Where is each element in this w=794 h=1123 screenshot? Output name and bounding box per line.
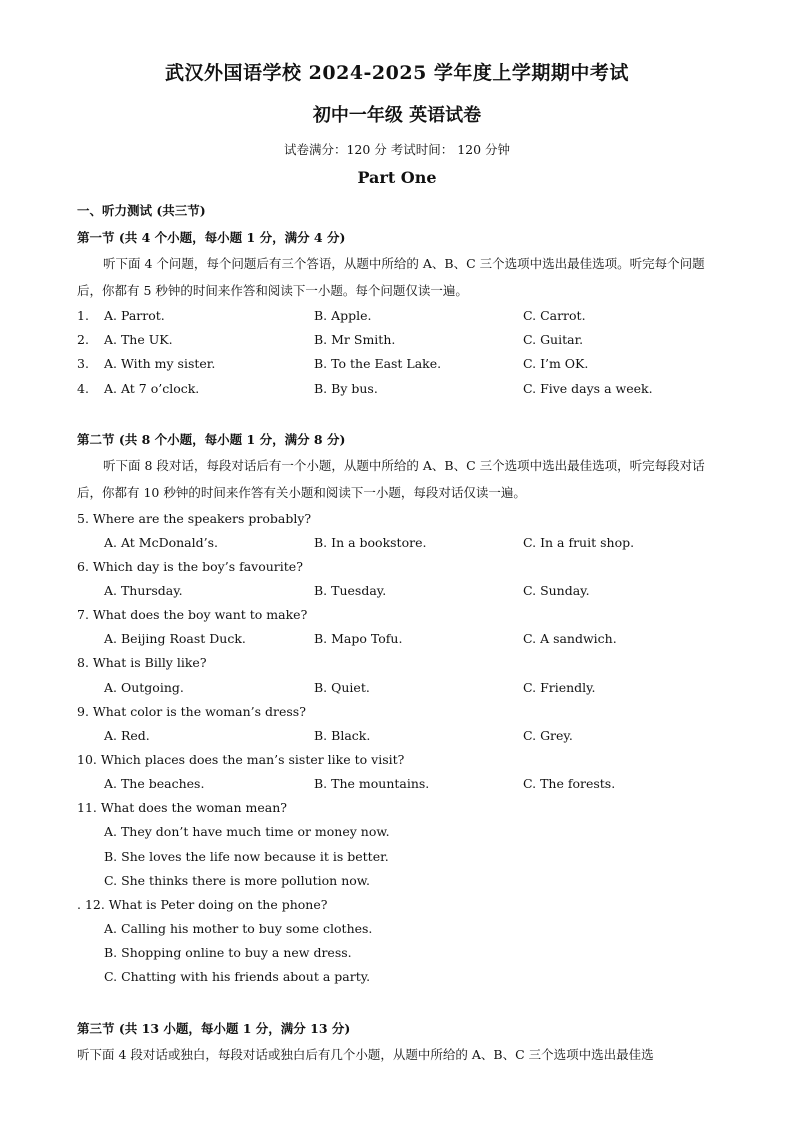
option-b: B. To the East Lake.: [314, 356, 442, 371]
option-a: A. Red.: [104, 728, 150, 743]
question-row: [77, 381, 727, 401]
option-c: C. Five days a week.: [523, 381, 653, 396]
question-text: . 12. What is Peter doing on the phone?: [77, 897, 328, 912]
option-a: A. Outgoing.: [104, 680, 184, 695]
option-a: A. Calling his mother to buy some clothes.: [104, 921, 373, 936]
option-c: C. Grey.: [523, 728, 573, 743]
exam-info: 试卷满分：120 分 考试时间： 120 分钟: [283, 142, 511, 157]
exam-subtitle: 初中一年级 英语试卷: [312, 105, 482, 126]
option-c: C. In a fruit shop.: [523, 535, 635, 550]
option-b: B. Tuesday.: [314, 583, 387, 598]
part1-instructions-text: 听下面 4 个问题，每个问题后有三个答语，从题中所给的 A、B、C 三个选项中选出最佳选项。听完每个问题后，你都有 5 秒钟的时间来作答和阅读下一小题。每个问题仅读一遍。: [77, 256, 705, 298]
option-c: C. She thinks there is more pollution now.: [104, 873, 370, 888]
option-b: B. Shopping online to buy a new dress.: [104, 945, 352, 960]
part2-heading: 第二节 (共 8 个小题，每小题 1 分，满分 8 分): [77, 432, 346, 447]
question-text: 7. What does the boy want to make?: [77, 607, 308, 622]
question-row: [77, 356, 727, 376]
options-row: [77, 583, 727, 603]
part2-instructions: [77, 452, 719, 506]
question-text: 6. Which day is the boy’s favourite?: [77, 559, 303, 574]
question-number: 3.: [77, 356, 89, 371]
question-text: 8. What is Billy like?: [77, 655, 207, 670]
section-heading-listening: 一、听力测试 (共三节): [77, 203, 206, 218]
options-row: [77, 631, 727, 651]
option-c: C. Guitar.: [523, 332, 584, 347]
option-c: C. The forests.: [523, 776, 616, 791]
option-a: A. At McDonald’s.: [104, 535, 218, 550]
part3-instructions: 听下面 4 段对话或独白，每段对话或独白后有几个小题，从题中所给的 A、B、C 三个选项中选出最佳选: [77, 1047, 654, 1062]
option-b: B. Mapo Tofu.: [314, 631, 403, 646]
question-text: 9. What color is the woman’s dress?: [77, 704, 306, 719]
option-a: A. Thursday.: [104, 583, 183, 598]
option-c: C. Friendly.: [523, 680, 596, 695]
question-text: 10. Which places does the man’s sister like to visit?: [77, 752, 405, 767]
question-row: [77, 332, 727, 352]
question-number: 1.: [77, 308, 89, 323]
options-row: [77, 728, 727, 748]
options-row: [77, 535, 727, 555]
option-c: C. Sunday.: [523, 583, 590, 598]
part-heading: Part One: [357, 168, 437, 187]
part1-heading: 第一节 (共 4 个小题，每小题 1 分，满分 4 分): [77, 230, 346, 245]
option-b: B. Apple.: [314, 308, 372, 323]
question-number: 4.: [77, 381, 89, 396]
question-number: 2.: [77, 332, 89, 347]
options-row: [77, 776, 727, 796]
question-row: [77, 308, 727, 328]
options-row: [77, 680, 727, 700]
option-c: C. A sandwich.: [523, 631, 617, 646]
option-a: A. Beijing Roast Duck.: [104, 631, 246, 646]
option-b: B. Mr Smith.: [314, 332, 396, 347]
option-b: B. Quiet.: [314, 680, 370, 695]
exam-title: 武汉外国语学校 2024-2025 学年度上学期期中考试: [165, 62, 629, 84]
option-a: A. Parrot.: [104, 308, 165, 323]
option-c: C. Chatting with his friends about a party.: [104, 969, 371, 984]
option-a: A. The UK.: [104, 332, 173, 347]
part2-instructions-text: 听下面 8 段对话，每段对话后有一个小题，从题中所给的 A、B、C 三个选项中选出最佳选项，听完每段对话后，你都有 10 秒钟的时间来作答有关小题和阅读下一小题，每段对话仅读一遍。: [77, 458, 705, 500]
question-text: 5. Where are the speakers probably?: [77, 511, 312, 526]
option-c: C. Carrot.: [523, 308, 586, 323]
option-b: B. She loves the life now because it is better.: [104, 849, 389, 864]
option-a: A. With my sister.: [104, 356, 216, 371]
option-b: B. The mountains.: [314, 776, 430, 791]
question-text: 11. What does the woman mean?: [77, 800, 287, 815]
option-c: C. I’m OK.: [523, 356, 589, 371]
option-a: A. They don’t have much time or money now.: [104, 824, 390, 839]
option-b: B. Black.: [314, 728, 371, 743]
option-a: A. The beaches.: [104, 776, 205, 791]
part1-instructions: [77, 250, 719, 304]
option-b: B. By bus.: [314, 381, 378, 396]
option-a: A. At 7 o’clock.: [104, 381, 200, 396]
option-b: B. In a bookstore.: [314, 535, 427, 550]
part3-heading: 第三节 (共 13 小题，每小题 1 分，满分 13 分): [77, 1021, 351, 1036]
